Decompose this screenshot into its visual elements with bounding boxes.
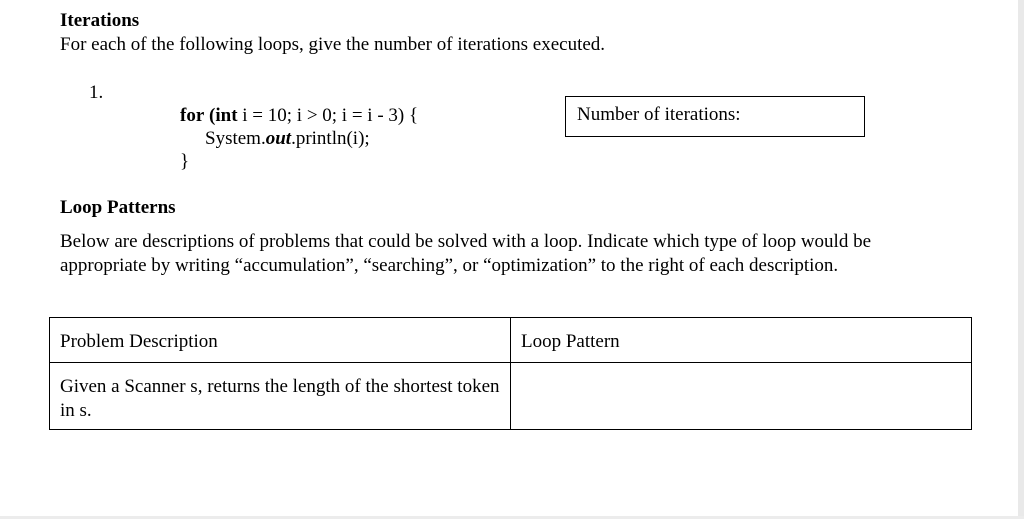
code-line-close: } <box>180 151 190 172</box>
code-keyword-for: for <box>180 105 205 126</box>
iterations-answer-box[interactable] <box>565 96 865 137</box>
question-number: 1. <box>89 82 104 103</box>
page-right-edge <box>1018 0 1024 519</box>
code-line-body <box>180 127 418 150</box>
code-body-out: out <box>265 128 292 149</box>
iterations-heading: Iterations <box>60 10 140 31</box>
loop-patterns-description: Below are descriptions of problems that could be solved with a loop. Indicate which type of loop would be appropriate by writing “accumulation”, “searching”, or “optimization” to the right of each description. <box>60 231 872 276</box>
loop-patterns-heading: Loop Patterns <box>60 197 176 218</box>
code-body-suffix: .println(i); <box>291 128 370 149</box>
code-header-rest: i = 10; i > 0; i = i - 3) { <box>237 105 419 126</box>
code-snippet <box>180 104 418 173</box>
table-header-row <box>50 318 972 363</box>
code-body-prefix: System. <box>205 128 266 149</box>
iterations-instruction: For each of the following loops, give the number of iterations executed. <box>60 34 606 55</box>
loop-pattern-table <box>49 317 972 430</box>
table-row <box>50 363 972 430</box>
header-problem-description: Problem Description <box>50 318 511 363</box>
code-keyword-int: (int <box>209 105 238 126</box>
code-line-header <box>180 104 418 127</box>
iterations-answer-label: Number of iterations: <box>577 104 741 125</box>
header-loop-pattern: Loop Pattern <box>511 318 972 363</box>
problem-description-cell: Given a Scanner s, returns the length of the shortest token in s. <box>50 363 511 430</box>
loop-pattern-answer-cell[interactable] <box>511 363 972 430</box>
